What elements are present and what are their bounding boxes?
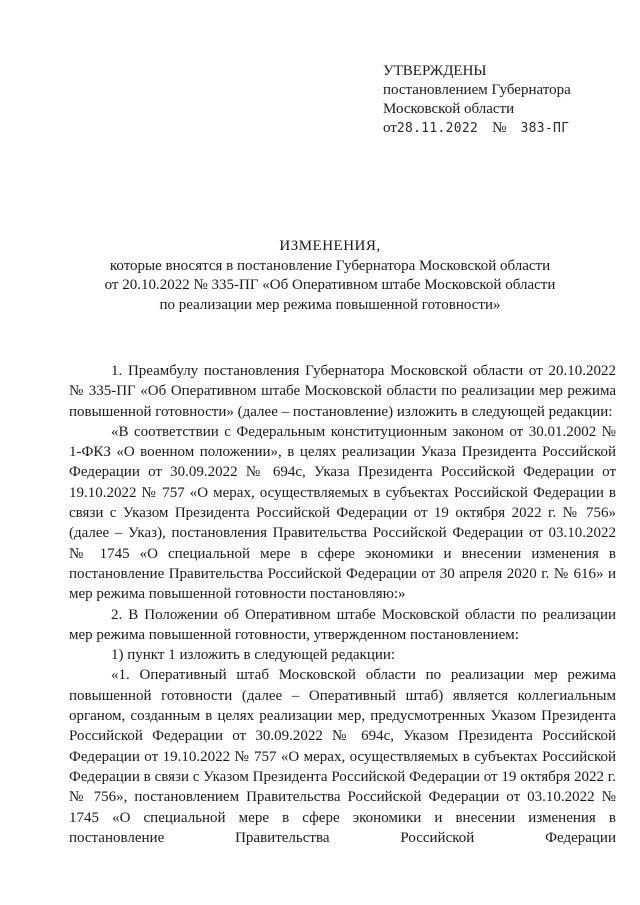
heading-line-1: которые вносятся в постановление Губернатора Московской области [109,257,551,274]
paragraph-point-1-quote: «1. Оперативный штаб Московской области по реализации мер режима повышенной готовности (далее – Оперативный штаб) является коллегиальным органом, созданным в целях реализации мер, предусмотренных Указом Президента Российской Федерации от 30.09.2022 № 694с, Указом Президента Российской Федерации от 19.10.2022 № 757 «О мерах, осуществляемых в субъектах Российской Федерации в связи с Указом Президента Российской Федерации от 19 октября 2022 г. № 756», постановлением Правительства Российской Федерации от 03.10.2022 № 1745 «О специальной мере в сфере экономики и внесении изменения в постановление Правительства Российской Федерации [69,667,616,846]
paragraph-1: 1. Преамбулу постановления Губернатора Московской области от 20.10.2022 № 335-ПГ «Об Оперативном штабе Московской области по реализации мер режима повышенной готовности» (далее – постановление) изложить в следующей редакции: [69,363,616,420]
paragraph-2: 2. В Положении об Оперативном штабе Московской области по реализации мер режима повышенной готовности, утвержденном постановлением: [69,606,616,643]
handwritten-date: 28.11.2022 [396,121,479,136]
date-prefix: от [383,120,397,136]
heading-title: ИЗМЕНЕНИЯ, [279,238,381,254]
document-body [69,361,616,848]
heading-line-3: по реализации мер режима повышенной готовности» [159,296,501,313]
paragraph-preamble-quote: «В соответствии с Федеральным конституционным законом от 30.01.2002 № 1-ФКЗ «О военном положении», в целях реализации Указа Президента Российской Федерации от 30.09.2022 № 694с, Указа Президента Российской Федерации от 19.10.2022 № 757 «О мерах, осуществляемых в субъектах Российской Федерации в связи с Указом Президента Российской Федерации от 19 октября 2022 г. № 756» (далее – Указ), постановления Правительства Российской Федерации от 03.10.2022 № 1745 «О специальной мере в сфере экономики и внесении изменения в постановление Правительства Российской Федерации от 30 апреля 2020 г. № 616» и мер режима повышенной готовности постановляю:» [69,423,616,603]
approval-line-1: постановлением Губернатора [383,82,571,98]
approval-date-line [383,119,623,138]
approval-line-2: Московской области [383,101,515,117]
document-heading [60,237,600,315]
number-sign: № [492,120,507,136]
approval-title: УТВЕРЖДЕНЫ [383,63,487,79]
handwritten-number: 383-ПГ [520,121,570,136]
approval-stamp [383,62,623,138]
paragraph-2-1: 1) пункт 1 изложить в следующей редакции: [111,647,396,664]
heading-line-2: от 20.10.2022 № 335-ПГ «Об Оперативном штабе Московской области [104,277,556,293]
